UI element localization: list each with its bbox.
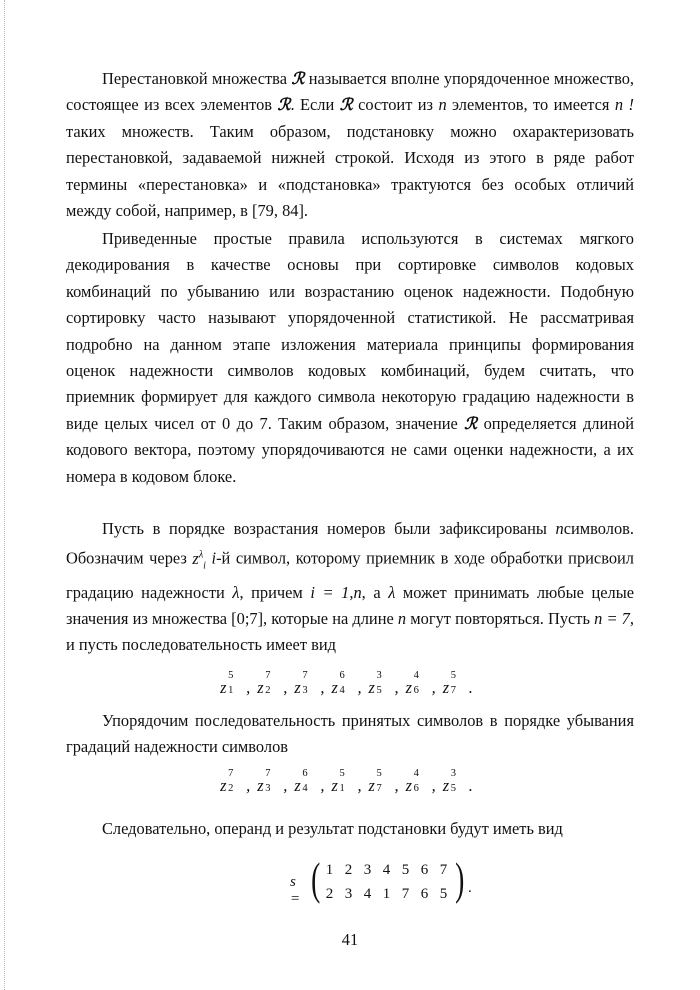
term-subscript: 5 [376, 685, 382, 696]
matrix-cell: 6 [420, 886, 429, 902]
term-superscript: 7 [228, 768, 234, 779]
matrix-cell: 5 [439, 886, 448, 902]
sequence-term [331, 768, 357, 796]
term-subscript: 7 [376, 783, 382, 794]
sequence-term [220, 768, 246, 796]
sequence-term [220, 670, 246, 698]
term-superscript: 4 [413, 768, 419, 779]
term-superscript: 5 [339, 768, 345, 779]
term-separator: , [357, 776, 362, 795]
matrix-cell: 4 [382, 862, 391, 878]
term-subscript: 3 [302, 685, 308, 696]
matrix-row-2 [320, 886, 453, 903]
term-base: z [220, 678, 227, 697]
term-superscript: 4 [413, 670, 419, 681]
paragraph-3: Пусть в порядке возрастания номеров были зафиксированы nсимволов. Обозначим через $z^\lambda_i$ i-й символ, которому приемник в ходе обработки присвоил градацию надежности λ, причем i = 1,n, а λ может принимать любые целые значения из множества [0;7], которые на длине n могут повторяться. Пусть n = 7, и пусть последовательность имеет вид [66, 519, 634, 655]
term-separator: , [320, 678, 325, 697]
term-subscript: 6 [413, 783, 419, 794]
term-subscript: 4 [302, 783, 308, 794]
term-separator: , [283, 678, 288, 697]
page-edge-dotted-line [4, 0, 5, 990]
term-superscript: 6 [339, 670, 345, 681]
term-superscript: 5 [228, 670, 234, 681]
sequence-term [405, 670, 432, 698]
term-separator: , [431, 776, 436, 795]
paragraph-2: Приведенные простые правила используются в системах мягкого декодирования в качестве основы при сортировке символов кодовых комбинаций по убыванию или возрастанию оценок надежности. Подобную сортировку часто называют упорядоченной статистикой. Не рассматривая подробно на данном этапе изложения материала принципы формирования оценок надежности символов кодовых комбинаций, будем считать, что приемник формирует для каждого символа некоторую градацию надежности в виде целых чисел от 0 до 7. Таким образом, значение ℛ определяется длиной кодового вектора, поэтому упорядочиваются не сами оценки надежности, а их номера в кодовом блоке. [66, 229, 634, 486]
term-separator: , [431, 678, 436, 697]
term-separator: . [468, 678, 473, 697]
term-base: z [331, 678, 338, 697]
page-number: 41 [341, 930, 359, 949]
term-separator: , [320, 776, 325, 795]
matrix-cell: 7 [401, 886, 410, 902]
term-base: z [220, 776, 227, 795]
matrix-right-paren: ) [455, 853, 465, 904]
term-separator: , [246, 776, 251, 795]
term-separator: , [357, 678, 362, 697]
term-base: z [331, 776, 338, 795]
term-subscript: 6 [413, 685, 419, 696]
sequence-term [442, 670, 469, 698]
matrix-lhs: s = [290, 874, 301, 907]
term-separator: , [394, 678, 399, 697]
sequence-term [442, 768, 469, 796]
sequence-term [368, 768, 395, 796]
matrix-cell: 3 [363, 862, 372, 878]
matrix-cell: 1 [382, 886, 391, 902]
term-subscript: 4 [339, 685, 345, 696]
term-base: z [442, 678, 450, 697]
sequence-term [294, 670, 320, 698]
term-subscript: 1 [339, 783, 345, 794]
term-superscript: 7 [302, 670, 308, 681]
paragraph-1: Перестановкой множества ℛ называется вполне упорядоченное множество, состоящее из всех элементов ℛ. Если ℛ состоит из n элементов, то имеется n ! таких множеств. Таким образом, подстановку можно охарактеризовать перестановкой, задаваемой нижней строкой. Исходя из этого в ряде работ термины «перестановка» и «подстановка» трактуются без особых отличий между собой, например, в [79, 84]. [66, 69, 634, 221]
term-subscript: 3 [265, 783, 271, 794]
matrix-cell: 1 [325, 862, 334, 878]
matrix-cell: 7 [439, 862, 448, 878]
term-base: z [405, 776, 413, 795]
term-subscript: 7 [450, 685, 457, 696]
term-superscript: 6 [302, 768, 308, 779]
term-base: z [368, 776, 375, 795]
matrix-cell: 4 [363, 886, 372, 902]
term-subscript: 5 [450, 783, 457, 794]
term-base: z [257, 678, 264, 697]
term-base: z [294, 678, 301, 697]
term-separator: , [283, 776, 288, 795]
paragraph-4: Упорядочим последовательность принятых символов в порядке убывания градаций надежности символов [66, 711, 634, 757]
term-base: z [294, 776, 301, 795]
term-base: z [368, 678, 375, 697]
matrix-cell: 5 [401, 862, 410, 878]
term-separator: . [468, 776, 473, 795]
sequence-term [331, 670, 357, 698]
term-separator: , [394, 776, 399, 795]
term-base: z [405, 678, 413, 697]
term-superscript: 5 [376, 768, 382, 779]
term-superscript: 5 [450, 670, 457, 681]
paragraph-5: Следовательно, операнд и результат подстановки будут иметь вид [102, 819, 563, 838]
term-superscript: 7 [265, 768, 271, 779]
sequence-term [257, 670, 283, 698]
sequence-term [257, 768, 283, 796]
term-base: z [257, 776, 264, 795]
matrix-left-paren: ( [311, 853, 321, 904]
term-base: z [442, 776, 450, 795]
term-subscript: 2 [228, 783, 234, 794]
term-superscript: 7 [265, 670, 271, 681]
matrix-period: . [468, 880, 472, 896]
sequence-2 [0, 768, 700, 796]
term-separator: , [246, 678, 251, 697]
sequence-term [405, 768, 432, 796]
term-subscript: 1 [228, 685, 234, 696]
term-subscript: 2 [265, 685, 271, 696]
matrix-cell: 2 [325, 886, 334, 902]
matrix-cell: 6 [420, 862, 429, 878]
matrix-row-1 [320, 862, 453, 879]
term-superscript: 3 [450, 768, 457, 779]
sequence-term [368, 670, 395, 698]
term-superscript: 3 [376, 670, 382, 681]
matrix-cell: 3 [344, 886, 353, 902]
sequence-term [294, 768, 320, 796]
matrix-cell: 2 [344, 862, 353, 878]
sequence-1 [0, 670, 700, 698]
